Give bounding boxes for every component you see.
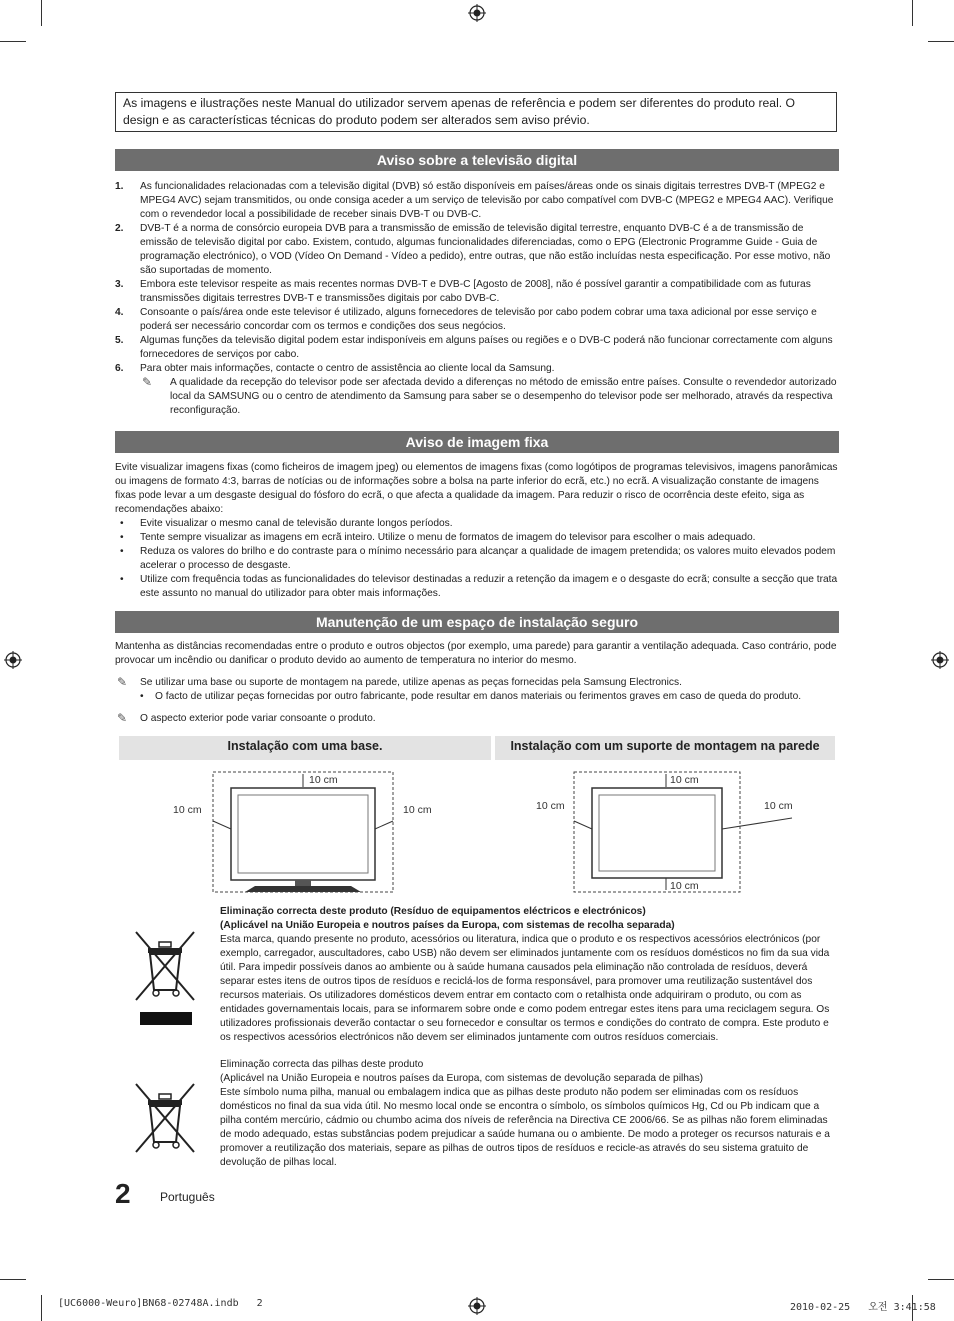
still-image-intro: Evite visualizar imagens fixas (como ficheiros de imagem jpeg) ou elementos de imagens fixas (como logótipos de programas televisivos, imagens panorâmicas ou imagens de formato 4:3, barras de notícias ou de informações sobre a bolsa na parte inferior do ecrã, etc.) no ecrã. A visualização constante de imagens fixas pode levar a um desgaste desigual do fósforo do ecrã, o que afecta a qualidade da imagem. Para reduzir o risco de ocorrência deste efeito, siga as recomendações abaixo: bbox=[115, 462, 838, 515]
item-text: Consoante o país/área onde este televisor é utilizado, alguns fornecedores de televisão por cabo podem cobrar uma taxa adicional por esse serviço e poderá ser necessário concordar com os termos e condições dos seus negócios. bbox=[140, 307, 817, 332]
list-item bbox=[115, 180, 839, 222]
disclaimer-box: As imagens e ilustrações neste Manual do utilizador servem apenas de referência e podem ser diferentes do produto real. O design e as características técnicas do produto podem ser alterados sem aviso prévio. bbox=[115, 92, 837, 132]
item-number: 6. bbox=[115, 363, 124, 374]
item-number: 5. bbox=[115, 335, 124, 346]
bullet-item: • Utilize com frequência todas as funcionalidades do televisor destinadas a reduzir a retenção da imagem e o desgaste do ecrã; consulte a secção que trata este assunto no manual do utilizador para obter mais informações. bbox=[115, 573, 839, 601]
list-item bbox=[115, 278, 839, 306]
crop-mark bbox=[928, 1279, 954, 1280]
distance-label: 10 cm bbox=[670, 774, 699, 786]
list-item bbox=[115, 222, 839, 278]
item-text: Para obter mais informações, contacte o centro de assistência ao cliente local da Samsung. bbox=[140, 363, 555, 374]
crossed-bin-icon bbox=[132, 928, 198, 1028]
weee-title: Eliminação correcta deste produto (Resíduo de equipamentos eléctricos e electrónicos) bbox=[220, 906, 646, 917]
crop-mark bbox=[0, 1279, 26, 1280]
registration-mark-icon bbox=[468, 4, 486, 22]
section-heading-still-image: Aviso de imagem fixa bbox=[115, 431, 839, 453]
item-text: DVB-T é a norma de consórcio europeia DVB para a transmissão de emissão de televisão digital terrestre, enquanto DVB-C é a de transmissão de emissão de televisão digital por cabo. Existem, contudo, algumas funcionalidades diferenciadas, como o EPG (Electronic Programme Guide - Guia de programação electrónico), o VOD (Vídeo On Demand - Vídeo a pedido), entre outras, que não estão incluídas nesta especificação. Por esse motivo, não são suportadas de momento. bbox=[140, 223, 831, 276]
digital-tv-list bbox=[115, 180, 839, 418]
bullet-item: • Reduza os valores do brilho e do contraste para o mínimo necessário para alcançar a qualidade de imagem pretendida; os valores muito elevados podem acelerar o processo de desgaste. bbox=[115, 545, 839, 573]
item-number: 4. bbox=[115, 307, 124, 318]
crop-mark bbox=[0, 41, 26, 42]
pencil-note-icon: ✎ bbox=[117, 675, 128, 689]
list-item bbox=[115, 362, 839, 418]
note bbox=[115, 712, 839, 726]
column-header-stand: Instalação com uma base. bbox=[119, 736, 491, 760]
item-text: As funcionalidades relacionadas com a televisão digital (DVB) só estão disponíveis em países/áreas onde os sinais digitais terrestres DVB-T (MPEG2 e MPEG4 AVC) sejam transmitidos, ou onde consiga aceder a um serviço de televisão por cabo compatível com DVB-C (MPEG2 e MPEG4 AAC). Verifique com o revendedor local a possibilidade de receber sinais DVB-T ou DVB-C. bbox=[140, 181, 834, 220]
item-text: Algumas funções da televisão digital podem estar indisponíveis em alguns países ou regiões e o DVB-C poderá não funcionar correctamente com alguns fornecedores de serviços por cabo. bbox=[140, 335, 833, 360]
registration-mark-icon bbox=[468, 1297, 486, 1315]
pencil-note-icon: ✎ bbox=[117, 711, 128, 725]
pencil-note-icon: ✎ bbox=[142, 375, 153, 389]
print-date: 2010-02-25 오전 3:41:58 bbox=[790, 1302, 936, 1313]
list-item bbox=[115, 334, 839, 362]
crop-mark bbox=[912, 0, 913, 26]
distance-label: 10 cm bbox=[173, 804, 202, 816]
battery-title: Eliminação correcta das pilhas deste produto bbox=[220, 1059, 424, 1070]
registration-mark-icon bbox=[4, 651, 22, 669]
item-number: 3. bbox=[115, 279, 124, 290]
battery-subtitle: (Aplicável na União Europeia e noutros países da Europa, com sistemas de devolução separada de pilhas) bbox=[220, 1073, 704, 1084]
item-text: Embora este televisor respeite as mais recentes normas DVB-T e DVB-C [Agosto de 2008], não é possível garantir a compatibilidade com as futuras transmissões digitais terrestres DVB-T e transmissões digitais por cabo DVB-C. bbox=[140, 279, 811, 304]
note bbox=[115, 676, 839, 690]
crop-mark bbox=[928, 41, 954, 42]
note-text: O aspecto exterior pode variar consoante o produto. bbox=[140, 713, 376, 724]
installation-notes bbox=[115, 676, 839, 726]
item-number: 2. bbox=[115, 223, 124, 234]
battery-body: Este símbolo numa pilha, manual ou embalagem indica que as pilhas deste produto não podem ser eliminadas com os resíduos domésticos no final da sua vida útil. No mesmo local onde se encontra o símbolo, os símbolos químicos Hg, Cd ou Pb indicam que a pilha contém mercúrio, cádmio ou chumbo acima dos níveis de referência na Directiva CE 2006/66. Se as pilhas não forem eliminadas de modo adequado, estas substâncias podem prejudicar a saúde humana ou o ambiente. De modo a proteger os recursos naturais e a promover a reutilização dos materiais, separe as pilhas de outros tipos de resíduos e recicle-as através do seu sistema gratuito de devolução de pilhas local. bbox=[220, 1087, 830, 1168]
note-bullet-text: O facto de utilizar peças fornecidas por outro fabricante, pode resultar em danos materiais ou ferimentos graves em caso de queda do produto. bbox=[155, 691, 802, 702]
bullet-item: • Tente sempre visualizar as imagens em ecrã inteiro. Utilize o menu de formatos de imagem do televisor para escolher o mais adequado. bbox=[115, 531, 839, 545]
stand-installation-diagram bbox=[115, 766, 495, 896]
battery-section bbox=[220, 1058, 834, 1170]
weee-subtitle: (Aplicável na União Europeia e noutros países da Europa, com sistemas de recolha separada) bbox=[220, 920, 675, 931]
crop-mark bbox=[41, 1295, 42, 1321]
note bbox=[140, 376, 839, 418]
distance-label: 10 cm bbox=[536, 800, 565, 812]
section-heading-digital-tv: Aviso sobre a televisão digital bbox=[115, 149, 839, 171]
note-text: A qualidade da recepção do televisor pode ser afectada devido a diferenças no método de emissão entre países. Consulte o revendedor autorizado local da SAMSUNG ou o centro de atendimento da Samsung para saber se o desempenho do televisor pode ser melhorado, através da respectiva reconfiguração. bbox=[170, 377, 837, 416]
weee-body: Esta marca, quando presente no produto, acessórios ou literatura, indica que o produto e os respectivos acessórios electrónicos (por exemplo, carregador, auscultadores, cabo USB) não devem ser eliminados juntamente com os resíduos domésticos no fim da sua vida útil. Para impedir possíveis danos ao ambiente ou à saúde humana causados pela eliminação não controlada de resíduos, deverá separar estes itens de outros tipos de resíduos e reciclá-los de forma responsável, para promover uma reutilização sustentável dos recursos materiais. Os utilizadores domésticos devem entrar em contacto com o retalhista onde adquiriram o produto, ou com as entidades governamentais locais, para se informarem sobre onde e como podem entregar estes itens para uma reciclagem segura. Os utilizadores profissionais deverão contactar o seu fornecedor e consultar os termos e condições do contrato de compra. Este produto e os respectivos acessórios electrónicos não devem ser eliminados juntamente com outros resíduos comerciais. bbox=[220, 934, 830, 1043]
crossed-bin-battery-icon bbox=[132, 1080, 198, 1156]
page-number: 2 bbox=[115, 1178, 131, 1209]
page-language: Português bbox=[160, 1190, 215, 1204]
distance-label: 10 cm bbox=[309, 774, 338, 786]
column-header-wall-mount: Instalação com um suporte de montagem na parede bbox=[495, 736, 835, 760]
bullet-item: • O facto de utilizar peças fornecidas por outro fabricante, pode resultar em danos materiais ou ferimentos graves em caso de queda do produto. bbox=[140, 691, 802, 702]
distance-label: 10 cm bbox=[670, 880, 699, 892]
section-heading-installation: Manutenção de um espaço de instalação seguro bbox=[115, 611, 839, 633]
bullet-item: • Evite visualizar o mesmo canal de televisão durante longos períodos. bbox=[115, 517, 839, 531]
crop-mark bbox=[41, 0, 42, 26]
print-file-name: [UC6000-Weuro]BN68-02748A.indb 2 bbox=[58, 1298, 263, 1309]
list-item bbox=[115, 306, 839, 334]
item-number: 1. bbox=[115, 181, 124, 192]
note-text: Se utilizar uma base ou suporte de montagem na parede, utilize apenas as peças fornecidas pela Samsung Electronics. bbox=[140, 677, 682, 688]
distance-label: 10 cm bbox=[764, 800, 793, 812]
weee-section bbox=[220, 905, 834, 1045]
installation-intro: Mantenha as distâncias recomendadas entre o produto e outros objectos (por exemplo, uma parede) para garantir a ventilação adequada. Caso contrário, pode provocar um incêndio ou danificar o produto devido ao aumento de temperatura no interior do mesmo. bbox=[115, 641, 837, 666]
registration-mark-icon bbox=[931, 651, 949, 669]
still-image-section bbox=[115, 461, 839, 601]
still-image-bullets bbox=[115, 517, 839, 601]
distance-label: 10 cm bbox=[403, 804, 432, 816]
